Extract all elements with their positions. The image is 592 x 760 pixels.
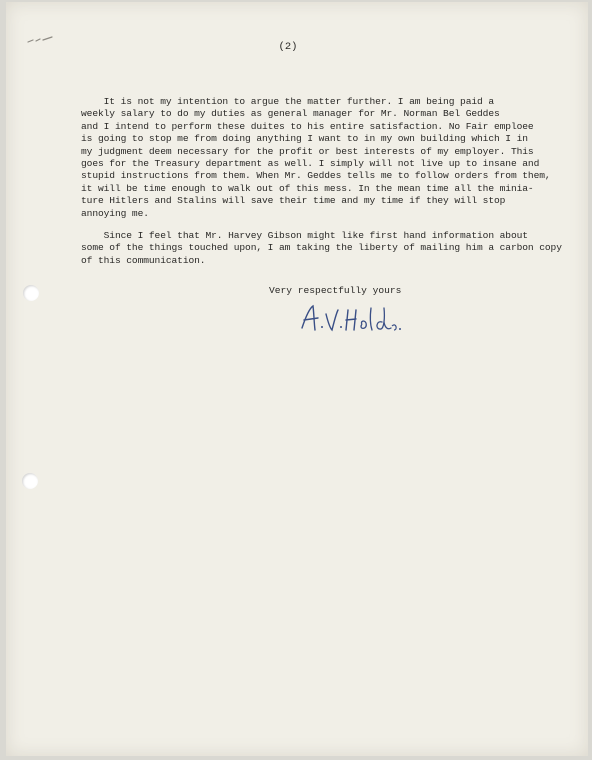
punch-hole bbox=[22, 473, 38, 489]
paragraph-line: It is not my intention to argue the matter further. I am being paid a bbox=[81, 96, 494, 107]
paragraph-line: my judgment deem necessary for the profit or best interests of my employer. This bbox=[81, 145, 534, 157]
letter-page bbox=[6, 2, 588, 756]
punch-hole bbox=[23, 285, 39, 301]
paragraph-line: is going to stop me from doing anything I want to in my own building which I in bbox=[81, 133, 528, 145]
paragraph-line: ture Hitlers and Stalins will save their time and my time if they will stop bbox=[81, 195, 506, 207]
paragraph-line: of this communication. bbox=[81, 254, 206, 266]
paragraph-line: and I intend to perform these duites to his entire satisfaction. No Fair emploee bbox=[81, 120, 534, 132]
paragraph-2 bbox=[81, 230, 562, 267]
paragraph-line: it will be time enough to walk out of this mess. In the mean time all the minia- bbox=[81, 182, 534, 194]
scan-mark-icon bbox=[26, 35, 54, 45]
paragraph-line: Since I feel that Mr. Harvey Gibson might like first hand information about bbox=[81, 230, 528, 242]
paragraph-line: weekly salary to do my duties as general manager for Mr. Norman Bel Geddes bbox=[81, 108, 500, 120]
paragraph-line: some of the things touched upon, I am taking the liberty of mailing him a carbon copy bbox=[81, 242, 562, 254]
paragraph-line: annoying me. bbox=[81, 207, 149, 219]
paragraph-gap bbox=[81, 220, 551, 230]
paragraph-1 bbox=[81, 96, 551, 220]
handwritten-signature bbox=[296, 300, 406, 340]
letter-body bbox=[81, 96, 562, 267]
page-number: (2) bbox=[278, 41, 298, 53]
paragraph-line: stupid instructions from them. When Mr. Geddes tells me to follow orders from them, bbox=[81, 170, 551, 182]
paragraph-line: goes for the Treasury department as well. I simply will not live up to insane and bbox=[81, 158, 540, 170]
closing-line: Very respectfully yours bbox=[269, 285, 402, 296]
